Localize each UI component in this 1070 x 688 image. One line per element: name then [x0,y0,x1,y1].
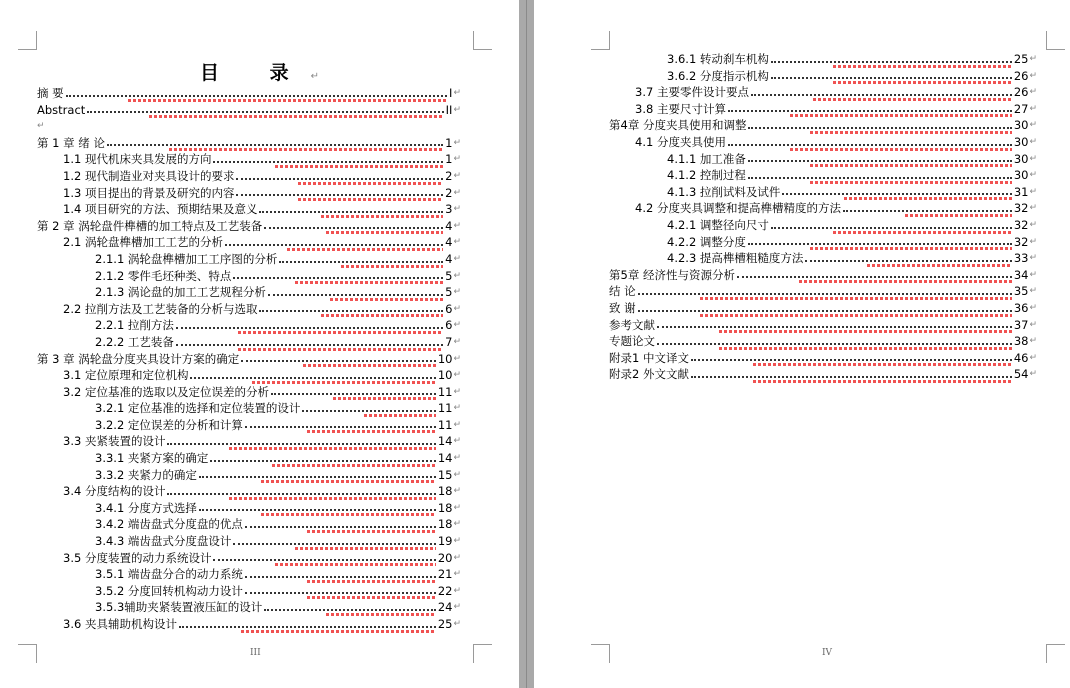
toc-entry-label: 1.3 项目提出的背景及研究的内容 [63,185,235,200]
toc-entry-page: 30 [1013,118,1029,133]
toc-dot-leader [657,326,1012,328]
toc-entry-page: 37 [1013,317,1029,332]
paragraph-mark-icon: ↵ [453,154,461,165]
toc-entry-label: 4.1.2 控制过程 [667,168,746,183]
toc-dot-leader [748,127,1011,129]
toc-entry-page: 32 [1013,234,1029,249]
toc-dot-leader [737,276,1012,278]
paragraph-mark-icon: ↵ [453,403,461,414]
paragraph-mark-icon: ↵ [453,320,461,331]
toc-entry-label: 3.6.2 分度指示机构 [667,68,769,83]
toc-dot-leader [691,376,1012,378]
toc-entry-label: 2.2 拉削方法及工艺装备的分析与选取 [63,301,258,316]
toc-entry-page: II [445,102,453,117]
toc-dot-leader [782,193,1011,195]
toc-title [0,58,519,85]
toc-dot-leader [225,244,443,246]
toc-entry-page: 38 [1013,334,1029,349]
toc-dot-leader [213,559,435,561]
toc-entry[interactable] [37,516,461,533]
toc-entry-page: 30 [1013,134,1029,149]
toc-entry-page: 15 [437,467,453,482]
crop-mark-bottom-right [1046,644,1065,663]
paragraph-mark-icon: ↵ [1029,186,1037,197]
toc-entry-label: 3.7 主要零件设计要点 [635,85,749,100]
paragraph-mark-icon: ↵ [1029,269,1037,280]
paragraph-mark-icon: ↵ [453,552,461,563]
toc-entry-label: 3.2.1 定位基准的选择和定位装置的设计 [95,401,301,416]
toc-entry[interactable] [609,300,1037,317]
toc-entry-page: 1 [445,135,453,150]
toc-list-left [37,85,461,633]
paragraph-mark-icon: ↵ [1029,352,1037,363]
toc-entry[interactable] [37,334,461,351]
toc-entry-page: 25 [437,617,453,631]
toc-dot-leader [241,360,436,362]
toc-dot-leader [179,626,436,628]
toc-entry[interactable] [37,417,461,434]
paragraph-mark-icon: ↵ [453,104,461,115]
toc-entry[interactable] [37,467,461,484]
toc-entry-page: 18 [437,500,453,515]
toc-entry-page: 25 [1013,52,1029,66]
paragraph-mark-icon: ↵ [453,386,461,397]
toc-dot-leader [657,343,1012,345]
toc-entry[interactable] [37,201,461,218]
paragraph-mark-icon: ↵ [1029,203,1037,214]
toc-dot-leader [176,344,443,346]
toc-entry[interactable] [37,234,461,251]
toc-entry-page: 2 [445,168,453,183]
toc-entry[interactable] [37,616,461,633]
toc-entry-page: 32 [1013,217,1029,232]
toc-entry[interactable] [609,234,1037,251]
toc-entry-page: 35 [1013,284,1029,299]
toc-entry[interactable] [37,400,461,417]
toc-entry-label: 第4章 分度夹具使用和调整 [609,118,747,133]
toc-dot-leader [245,526,436,528]
toc-dot-leader [87,111,443,113]
page-gutter-divider [526,0,527,688]
toc-dot-leader [748,177,1012,179]
toc-entry-page: 18 [437,484,453,499]
crop-mark-top-right [1046,31,1065,50]
toc-entry-page: I [449,86,453,100]
toc-entry-page: 5 [445,285,453,300]
toc-entry-page: 1 [445,152,453,167]
toc-entry[interactable] [37,384,461,401]
toc-entry-label: 3.3 夹紧装置的设计 [63,434,166,449]
paragraph-mark-icon: ↵ [1029,103,1037,114]
toc-entry-page: 18 [437,517,453,532]
paragraph-mark-icon: ↵ [1029,170,1037,181]
toc-entry-label: 2.1.2 零件毛坯种类、特点 [95,268,232,283]
toc-entry-label: 3.6.1 转动刹车机构 [667,52,769,66]
toc-dot-leader [271,393,436,395]
paragraph-mark-icon: ↵ [453,486,461,497]
toc-dot-leader [233,277,443,279]
toc-entry-label: 3.2 定位基准的选取以及定位误差的分析 [63,384,269,399]
toc-entry[interactable] [609,167,1037,184]
toc-dot-leader [213,161,443,163]
toc-dot-leader [259,310,443,312]
toc-entry[interactable] [37,367,461,384]
toc-dot-leader [245,576,436,578]
toc-entry-page: 4 [445,251,453,266]
toc-entry-label: 1.4 项目研究的方法、预期结果及意义 [63,202,258,217]
paragraph-mark-icon: ↵ [453,287,461,298]
toc-entry-label: 2.2.2 工艺装备 [95,334,174,349]
toc-dot-leader [167,493,435,495]
toc-entry-label: 3.4.1 分度方式选择 [95,500,197,515]
toc-dot-leader [236,178,443,180]
paragraph-mark-icon: ↵ [453,336,461,347]
toc-dot-leader [233,543,435,545]
toc-entry-label: 致 谢 [609,300,636,315]
toc-entry[interactable] [609,283,1037,300]
toc-dot-leader [638,293,1012,295]
paragraph-mark-icon: ↵ [453,270,461,281]
toc-dot-leader [176,327,443,329]
toc-entry[interactable] [37,500,461,517]
toc-dot-leader [236,194,443,196]
toc-entry-page: 19 [437,534,453,549]
toc-dot-leader [107,144,443,146]
paragraph-mark-icon: ↵ [1029,286,1037,297]
paragraph-mark-icon: ↵ [1029,54,1037,64]
paragraph-mark-icon: ↵ [453,220,461,231]
toc-entry-label: Abstract [37,102,86,117]
paragraph-mark-icon: ↵ [453,602,461,613]
paragraph-mark-icon: ↵ [453,419,461,430]
toc-entry-label: 2.1 涡轮盘榫槽加工工艺的分析 [63,235,223,250]
toc-entry[interactable] [37,185,461,202]
paragraph-mark-icon: ↵ [1029,236,1037,247]
toc-dot-leader [167,443,435,445]
toc-entry-label: 4.1.3 拉削试料及试件 [667,184,781,199]
toc-entry-page: 11 [437,401,453,416]
paragraph-mark-icon: ↵ [310,71,319,82]
toc-dot-leader [771,227,1012,229]
toc-entry-label: 4.1.1 加工准备 [667,151,746,166]
toc-entry-page: 10 [437,368,453,383]
toc-entry-label: 3.4.2 端齿盘式分度盘的优点 [95,517,243,532]
toc-dot-leader [245,426,436,428]
toc-dot-leader [264,227,443,229]
toc-entry-page: 14 [437,434,453,449]
paragraph-mark-icon: ↵ [453,237,461,248]
toc-entry-page: 32 [1013,201,1029,216]
spellcheck-underline [239,630,436,633]
paragraph-mark-icon: ↵ [453,585,461,596]
toc-entry-page: 33 [1013,251,1029,266]
toc-entry-label: 3.5 分度装置的动力系统设计 [63,550,212,565]
toc-entry-page: 10 [437,351,453,366]
toc-dot-leader [199,509,436,511]
toc-entry-label: 1.2 现代制造业对夹具设计的要求 [63,168,235,183]
toc-entry-page: 2 [445,185,453,200]
toc-entry-page: 54 [1013,367,1029,382]
crop-mark-bottom-right [473,644,492,663]
toc-entry-page: 30 [1013,168,1029,183]
toc-dot-leader [691,359,1012,361]
toc-entry[interactable] [609,134,1037,151]
toc-entry-label: 4.1 分度夹具使用 [635,134,726,149]
paragraph-mark-icon: ↵ [453,519,461,530]
toc-entry[interactable] [37,450,461,467]
toc-dot-leader [66,95,447,97]
toc-entry-label: 专题论文 [609,334,655,349]
toc-dot-leader [199,476,436,478]
toc-entry[interactable] [37,85,461,102]
toc-entry-page: 36 [1013,300,1029,315]
paragraph-mark-icon: ↵ [453,536,461,547]
toc-entry-page: 31 [1013,184,1029,199]
toc-entry[interactable] [609,317,1037,334]
paragraph-mark-icon: ↵ [453,370,461,381]
toc-entry[interactable] [609,350,1037,367]
toc-dot-leader [805,260,1011,262]
toc-entry[interactable] [37,351,461,368]
toc-entry-page: 27 [1013,101,1029,116]
paragraph-mark-icon: ↵ [1029,120,1037,131]
toc-entry-label: 3.1 定位原理和定位机构 [63,368,189,383]
toc-entry-label: 第5章 经济性与资源分析 [609,267,735,282]
toc-dot-leader [268,294,443,296]
crop-mark-bottom-left [18,644,37,663]
toc-entry-label: 3.6 夹具辅助机构设计 [63,617,177,631]
toc-entry[interactable] [609,68,1037,85]
toc-entry[interactable] [37,151,461,168]
toc-entry-label: 3.5.1 端齿盘分合的动力系统 [95,567,243,582]
toc-entry-label: 2.1.1 涡轮盘榫槽加工工序图的分析 [95,251,278,266]
paragraph-mark-icon: ↵ [453,88,461,98]
toc-entry-page: 6 [445,301,453,316]
toc-entry-label: 1.1 现代机床夹具发展的方向 [63,152,212,167]
toc-dot-leader [302,410,435,412]
crop-mark-top-left [591,31,610,50]
toc-entry-label: 3.8 主要尺寸计算 [635,101,726,116]
toc-entry[interactable] [37,483,461,500]
paragraph-mark-icon: ↵ [1029,319,1037,330]
toc-dot-leader [771,61,1012,63]
toc-entry[interactable] [609,184,1037,201]
paragraph-mark-icon: ↵ [453,569,461,580]
toc-dot-leader [843,210,1012,212]
blank-line: ↵ [37,121,45,132]
paragraph-mark-icon: ↵ [1029,336,1037,347]
toc-entry[interactable] [37,599,461,616]
toc-entry-page: 11 [437,384,453,399]
toc-entry-label: 3.2.2 定位误差的分析和计算 [95,417,243,432]
toc-entry-page: 24 [437,600,453,615]
toc-entry-page: 26 [1013,85,1029,100]
toc-entry-page: 20 [437,550,453,565]
toc-entry-label: 3.3.2 夹紧力的确定 [95,467,197,482]
toc-entry-label: 第 1 章 绪 论 [37,135,105,150]
toc-entry-label: 参考文献 [609,317,655,332]
toc-entry-label: 4.2.1 调整径向尺寸 [667,217,769,232]
toc-entry[interactable] [37,433,461,450]
toc-dot-leader [259,211,443,213]
toc-entry[interactable] [609,200,1037,217]
paragraph-mark-icon: ↵ [453,436,461,447]
crop-mark-top-right [473,31,492,50]
toc-entry[interactable] [37,135,461,152]
toc-entry-page: 26 [1013,68,1029,83]
paragraph-mark-icon: ↵ [1029,369,1037,380]
paragraph-mark-icon: ↵ [453,303,461,314]
toc-entry-page: 7 [445,334,453,349]
toc-dot-leader [771,77,1012,79]
toc-entry[interactable] [609,117,1037,134]
toc-entry[interactable] [609,366,1037,383]
toc-entry-label: 结 论 [609,284,636,299]
toc-entry-label: 4.2 分度夹具调整和提高榫槽精度的方法 [635,201,841,216]
paragraph-mark-icon: ↵ [1029,136,1037,147]
toc-entry[interactable] [37,583,461,600]
toc-entry-page: 4 [445,218,453,233]
toc-entry[interactable] [609,333,1037,350]
toc-entry[interactable] [37,102,461,119]
toc-entry[interactable] [37,566,461,583]
paragraph-mark-icon: ↵ [453,187,461,198]
toc-entry[interactable] [37,218,461,235]
toc-entry-page: 46 [1013,350,1029,365]
toc-entry[interactable] [37,268,461,285]
paragraph-mark-icon: ↵ [453,204,461,215]
toc-entry[interactable] [609,250,1037,267]
paragraph-mark-icon: ↵ [453,253,461,264]
paragraph-mark-icon: ↵ [453,353,461,364]
toc-entry-label: 3.4 分度结构的设计 [63,484,166,499]
paragraph-mark-icon: ↵ [1029,219,1037,230]
toc-dot-leader [210,460,435,462]
toc-entry[interactable] [37,533,461,550]
paragraph-mark-icon: ↵ [1029,302,1037,313]
paragraph-mark-icon: ↵ [453,170,461,181]
toc-entry-label: 3.3.1 夹紧方案的确定 [95,451,209,466]
toc-entry[interactable] [609,151,1037,168]
toc-entry[interactable] [37,168,461,185]
toc-entry[interactable] [609,51,1037,68]
toc-entry-label: 3.4.3 端齿盘式分度盘设计 [95,534,232,549]
paragraph-mark-icon: ↵ [453,469,461,480]
crop-mark-bottom-left [591,644,610,663]
toc-entry-label: 第 3 章 涡轮盘分度夹具设计方案的确定 [37,351,240,366]
toc-dot-leader [751,94,1012,96]
toc-entry[interactable] [37,284,461,301]
paragraph-mark-icon: ↵ [1029,70,1037,81]
paragraph-mark-icon: ↵ [453,137,461,148]
toc-dot-leader [245,592,436,594]
paragraph-mark-icon: ↵ [453,502,461,513]
toc-entry-label: 3.5.2 分度回转机构动力设计 [95,583,243,598]
toc-dot-leader [638,310,1012,312]
toc-entry-page: 6 [445,318,453,333]
toc-entry-page: 14 [437,451,453,466]
paragraph-mark-icon: ↵ [1029,253,1037,264]
toc-entry[interactable] [609,84,1037,101]
paragraph-mark-icon: ↵ [1029,153,1037,164]
toc-entry-label: 2.2.1 拉削方法 [95,318,174,333]
toc-entry-page: 30 [1013,151,1029,166]
paragraph-mark-icon: ↵ [1029,87,1037,98]
toc-entry-label: 附录2 外文文献 [609,367,689,382]
toc-title-text: 目 录 [199,62,311,84]
toc-entry[interactable] [37,251,461,268]
toc-entry[interactable] [609,267,1037,284]
page-footer-right: IV [822,648,833,658]
paragraph-mark-icon: ↵ [453,453,461,464]
toc-dot-leader [728,144,1012,146]
toc-dot-leader [728,110,1012,112]
toc-entry-label: 第 2 章 涡轮盘件榫槽的加工特点及工艺装备 [37,218,263,233]
spellcheck-underline [147,115,443,118]
toc-entry-page: 21 [437,567,453,582]
toc-entry[interactable] [37,550,461,567]
toc-dot-leader [748,160,1012,162]
toc-dot-leader [190,377,435,379]
toc-dot-leader [748,243,1012,245]
toc-dot-leader [264,609,436,611]
toc-dot-leader [279,261,443,263]
toc-entry-label: 摘 要 [37,86,64,100]
toc-entry[interactable] [37,301,461,318]
toc-entry-label: 附录1 中文译文 [609,350,689,365]
paragraph-mark-icon: ↵ [453,619,461,629]
toc-entry[interactable] [37,317,461,334]
toc-entry-page: 11 [437,417,453,432]
page-footer-left: III [250,648,261,658]
toc-entry-page: 5 [445,268,453,283]
toc-entry[interactable] [609,217,1037,234]
toc-entry-page: 3 [445,202,453,217]
toc-entry-page: 34 [1013,267,1029,282]
toc-entry-label: 4.2.3 提高榫槽粗糙度方法 [667,251,804,266]
toc-entry-label: 2.1.3 涡论盘的加工工艺规程分析 [95,285,266,300]
spellcheck-underline [751,380,1012,383]
toc-entry-page: 22 [437,583,453,598]
toc-entry[interactable] [609,101,1037,118]
crop-mark-top-left [18,31,37,50]
toc-entry-page: 4 [445,235,453,250]
toc-entry-label: 3.5.3辅助夹紧装置液压缸的设计 [95,600,263,615]
toc-list-right [609,51,1037,383]
toc-entry-label: 4.2.2 调整分度 [667,234,746,249]
